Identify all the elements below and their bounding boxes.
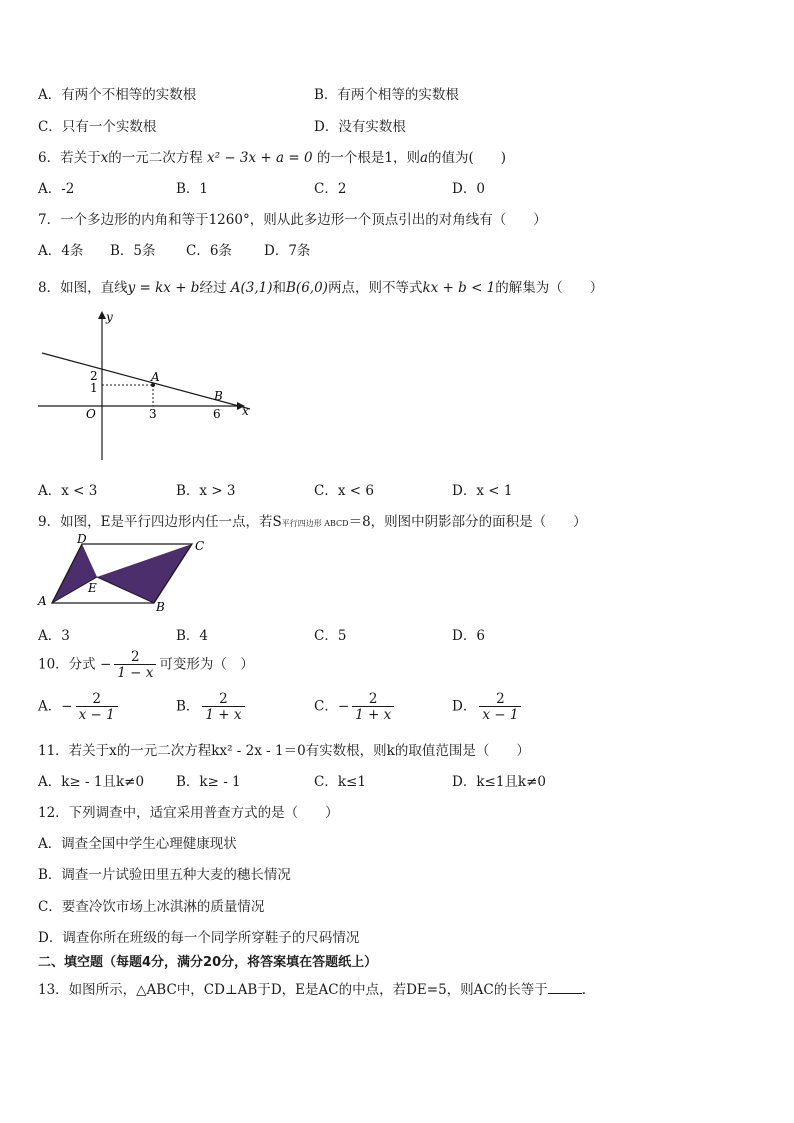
q10-option-b [176,692,248,722]
q11-option-b: B．k≥ - 1 [176,774,241,790]
q8-mid: 经过 [199,280,227,296]
q11-option-a: A．k≥ - 1且k≠0 [38,774,145,790]
q6-option-a: A．-2 [38,181,75,197]
q9-stem-b: ＝8，则图中阴影部分的面积是（ ） [348,514,587,530]
q6-option-d: D．0 [452,181,485,197]
q10-option-d-num: 2 [496,691,505,707]
q12-option-b: B．调查一片试验田里五种大麦的穗长情况 [38,867,291,883]
q10-option-c-fraction [352,692,394,722]
q10-fraction-num: 2 [131,649,140,665]
q8-label-b: B [214,389,223,403]
q8-tick-1: 1 [90,381,98,395]
q5-option-c: C．只有一个实数根 [38,119,157,135]
q6-suffix: 的值为( ) [428,150,507,166]
q12-option-d: D．调查你所在班级的每一个同学所穿鞋子的尺码情况 [38,930,360,946]
q9-label-b: B [156,600,165,614]
q6-equation: x² − 3x + a = 0 [207,150,313,166]
q8-point-b: B(6,0) [286,280,328,296]
q10-option-d-den: x − 1 [479,706,521,722]
q11-stem: 11．若关于x的一元二次方程kx² - 2x - 1＝0有实数根，则k的取值范围是（ ） [38,743,530,759]
q9-shaded-ceb [97,544,192,603]
q8-and: 和 [272,280,287,296]
q8-option-a: A．x < 3 [38,483,98,499]
q9-option-a: A．3 [38,628,70,644]
q8-option-c: C．x < 6 [314,483,374,499]
q12-stem: 12．下列调查中，适宜采用普查方式的是（ ） [38,805,339,821]
q13-stem-text: 13．如图所示，△ABC中，CD⊥AB于D，E是AC的中点，若DE=5，则AC的长等于 [38,982,548,998]
q10-option-a-num: 2 [92,691,101,707]
q10-option-b-fraction [202,692,244,722]
q10-option-d [452,692,524,722]
q13-stem-end: . [581,982,587,998]
q10-prefix: 10．分式 [38,656,96,673]
q6-option-b: B．1 [176,181,209,197]
q8-label-x: x [242,404,249,418]
q5-option-b: B．有两个相等的实数根 [314,87,459,103]
q10-option-b-den: 1 + x [202,706,244,722]
q13-answer-blank [548,981,582,994]
q7-option-b: B．5条 [110,243,156,259]
q8-option-d: D．x < 1 [452,483,513,499]
q9-label-a: A [38,594,47,608]
q9-label-c: C [195,539,205,553]
q8-label-y: y [106,310,113,324]
q11-option-c: C．k≤1 [314,774,366,790]
q10-suffix: 可变形为（ ） [159,656,254,673]
q9-option-d: D．6 [452,628,485,644]
q9-figure [32,532,222,617]
q9-option-c: C．5 [314,628,347,644]
q9-stem-subscript: 平行四边形 ABCD [281,519,349,528]
q10-option-d-fraction [479,692,521,722]
q8-figure [30,305,260,465]
q10-option-b-num: 2 [219,691,228,707]
q8-mid2: 两点，则不等式 [327,280,423,296]
q6-mid: 的一元二次方程 [108,150,203,166]
q6-stem [38,146,506,166]
q7-option-d: D．7条 [264,243,311,259]
q8-point-a: A(3,1) [230,280,273,296]
q8-inequality: kx + b < 1 [422,280,496,296]
q5-option-a: A．有两个不相等的实数根 [38,87,197,103]
q12-option-a: A．调查全国中学生心理健康现状 [38,836,237,852]
q6-var-a: a [419,150,429,166]
q7-option-c: C．6条 [186,243,232,259]
q10-option-c-den: 1 + x [352,706,394,722]
q6-mid2: 的一个根是1，则 [316,150,420,166]
q10-option-a-label: A． [38,698,62,715]
q8-tick-2: 2 [90,369,98,383]
q12-option-c: C．要查冷饮市场上冰淇淋的质量情况 [38,899,265,915]
q10-option-c-label: C． [314,698,338,715]
q9-label-d: D [77,532,87,546]
q10-option-a [38,692,121,722]
q8-suffix: 的解集为（ ） [495,280,604,296]
section2-title: 二、填空题（每题4分，满分20分，将答案填在答题纸上） [38,955,378,970]
q11-option-d: D．k≤1且k≠0 [452,774,546,790]
q10-neg-sign: − [99,656,112,673]
q10-option-a-sign: − [61,698,73,715]
q10-option-c-sign: − [337,698,350,715]
q10-option-d-label: D． [452,698,477,715]
q8-label-a: A [151,370,160,384]
q8-tick-6: 6 [213,407,221,421]
q8-label-o: O [86,407,96,421]
q10-stem [38,650,254,680]
q8-y-arrow-icon [98,311,106,319]
q9-label-e: E [88,581,97,595]
q5-option-d: D．没有实数根 [314,119,406,135]
q13-stem [38,978,586,998]
q9-stem-a: 9．如图，E是平行四边形内任一点，若S [38,514,282,530]
q10-fraction-den: 1 − x [114,664,156,680]
q9-stem [38,510,587,530]
q8-line-eq: y = kx + b [127,280,200,296]
q6-prefix: 6．若关于 [38,150,101,166]
q8-tick-3: 3 [149,407,157,421]
q8-option-b: B．x > 3 [176,483,236,499]
q6-option-c: C．2 [314,181,347,197]
q10-option-c [314,692,397,722]
q10-fraction [114,650,156,680]
q10-option-b-label: B． [176,698,200,715]
q8-prefix: 8．如图，直线 [38,280,128,296]
q7-stem: 7．一个多边形的内角和等于1260°，则从此多边形一个顶点引出的对角线有（ ） [38,212,547,228]
q10-option-a-fraction [76,692,118,722]
q6-var-x: x [100,150,109,166]
q10-option-a-den: x − 1 [76,706,118,722]
q7-option-a: A．4条 [38,243,84,259]
q10-option-c-num: 2 [368,691,378,707]
q8-stem [38,276,603,296]
q9-option-b: B．4 [176,628,209,644]
